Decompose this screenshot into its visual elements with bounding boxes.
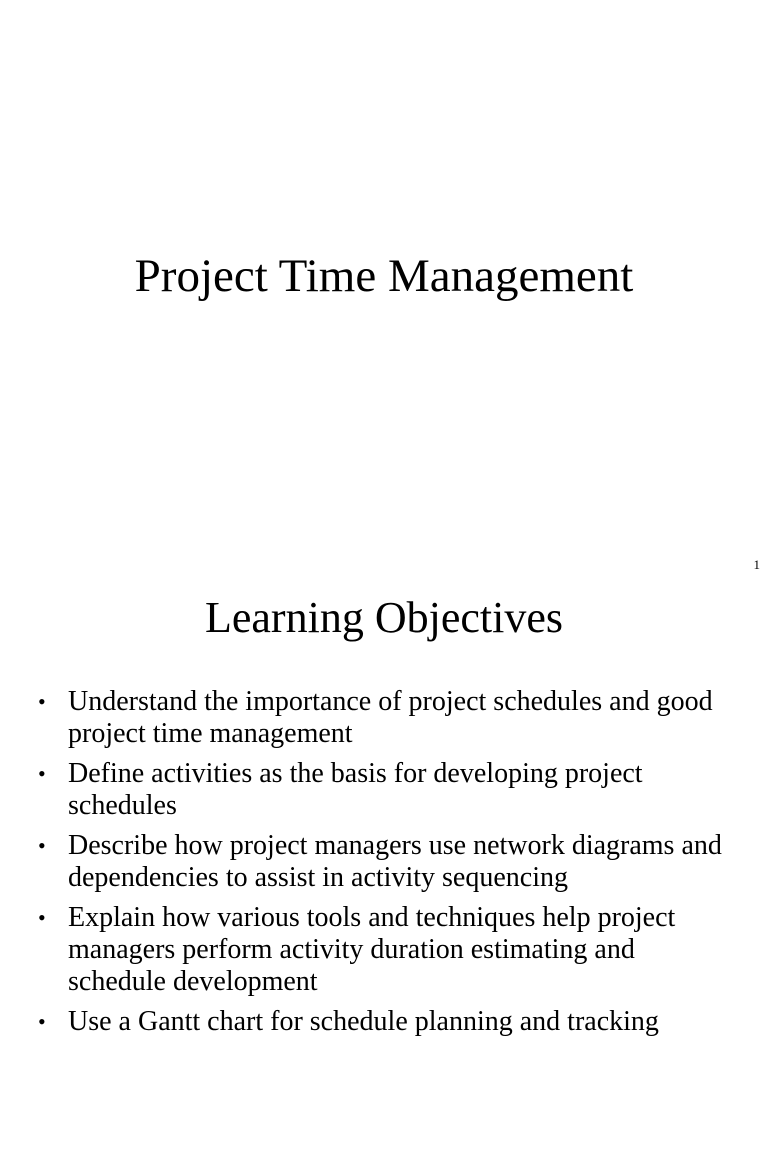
learning-objectives-list xyxy=(0,686,768,1046)
slide-title: Learning Objectives xyxy=(205,593,563,642)
bullet-icon: • xyxy=(38,905,46,930)
slide-2 xyxy=(0,557,768,1152)
list-item-text: Describe how project managers use network diagrams and dependencies to assist in activity sequencing xyxy=(68,830,722,893)
page-number: 1 xyxy=(753,557,760,572)
list-item xyxy=(0,686,768,750)
list-item xyxy=(0,758,768,822)
list-item-text: Explain how various tools and techniques help project managers perform activity duration estimating and schedule development xyxy=(68,902,676,997)
list-item-text: Define activities as the basis for developing project schedules xyxy=(68,758,643,821)
bullet-icon: • xyxy=(38,1009,46,1034)
list-item-text: Understand the importance of project schedules and good project time management xyxy=(68,686,713,749)
bullet-icon: • xyxy=(38,761,46,786)
bullet-icon: • xyxy=(38,833,46,858)
bullet-icon: • xyxy=(38,689,46,714)
list-item xyxy=(0,902,768,998)
list-item xyxy=(0,1006,768,1038)
list-item xyxy=(0,830,768,894)
list-item-text: Use a Gantt chart for schedule planning and tracking xyxy=(68,1006,659,1037)
slide-title: Project Time Management xyxy=(134,250,634,302)
